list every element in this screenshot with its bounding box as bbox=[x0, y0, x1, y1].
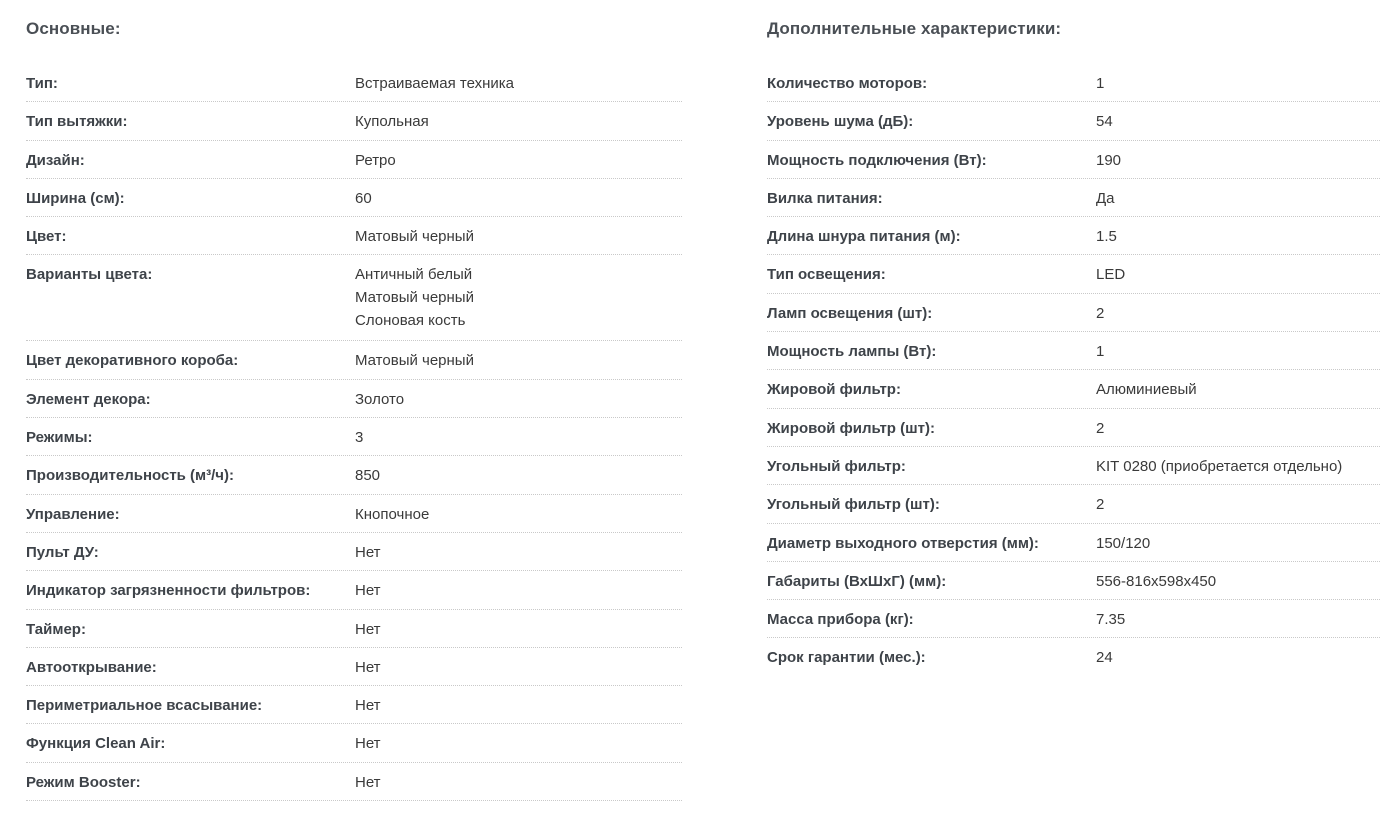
spec-row-plug bbox=[767, 179, 1380, 217]
spec-value: 1 bbox=[1096, 343, 1105, 361]
spec-row-grease-filter-count bbox=[767, 409, 1380, 447]
spec-row-lamps bbox=[767, 294, 1380, 332]
spec-row-modes bbox=[26, 418, 682, 456]
spec-value: Купольная bbox=[355, 113, 429, 131]
spec-label: Количество моторов: bbox=[767, 75, 928, 92]
spec-row-weight bbox=[767, 600, 1380, 638]
spec-row-remote bbox=[26, 533, 682, 571]
spec-value: Ретро bbox=[355, 151, 396, 169]
spec-label: Диаметр выходного отверстия (мм): bbox=[767, 534, 1039, 552]
spec-value: Нет bbox=[355, 620, 381, 638]
spec-label: Пульт ДУ: bbox=[26, 543, 99, 561]
spec-label: Тип освещения: bbox=[767, 266, 886, 284]
spec-row-box-color bbox=[26, 341, 682, 379]
spec-label: Автооткрывание: bbox=[26, 658, 157, 676]
spec-label: Срок гарантии (мес.): bbox=[767, 649, 926, 667]
spec-value: 850 bbox=[355, 467, 381, 485]
spec-label: Длина шнура питания (м): bbox=[767, 228, 961, 246]
spec-label: Тип: bbox=[26, 75, 58, 92]
spec-label: Дизайн: bbox=[26, 151, 85, 169]
spec-row-grease-filter bbox=[767, 370, 1380, 408]
spec-row-power bbox=[767, 141, 1380, 179]
spec-row-noise bbox=[767, 102, 1380, 140]
spec-row-width bbox=[26, 179, 682, 217]
spec-label: Индикатор загрязненности фильтров: bbox=[26, 582, 311, 600]
spec-value: Нет bbox=[355, 735, 381, 753]
spec-value: 24 bbox=[1096, 649, 1113, 667]
main-specs-section bbox=[26, 0, 682, 801]
spec-label: Угольный фильтр: bbox=[767, 457, 906, 475]
spec-value: 3 bbox=[355, 429, 364, 447]
color-variant: Матовый черный bbox=[355, 288, 474, 306]
spec-value: 1.5 bbox=[1096, 228, 1117, 246]
spec-label: Цвет: bbox=[26, 228, 67, 246]
spec-label: Уровень шума (дБ): bbox=[767, 113, 914, 131]
spec-value: Нет bbox=[355, 697, 381, 715]
spec-row-lighting-type bbox=[767, 255, 1380, 293]
spec-row-carbon-filter-count bbox=[767, 485, 1380, 523]
spec-value: 60 bbox=[355, 189, 372, 207]
spec-row-lamp-power bbox=[767, 332, 1380, 370]
spec-label: Жировой фильтр (шт): bbox=[767, 419, 935, 437]
spec-label: Режимы: bbox=[26, 429, 93, 447]
spec-label: Цвет декоративного короба: bbox=[26, 352, 239, 370]
spec-value: 2 bbox=[1096, 304, 1105, 322]
spec-label: Производительность (м³/ч): bbox=[26, 467, 235, 485]
spec-row-color-variants bbox=[26, 255, 682, 341]
extra-specs-section bbox=[767, 0, 1380, 677]
spec-label: Мощность подключения (Вт): bbox=[767, 151, 987, 169]
spec-row-booster bbox=[26, 763, 682, 801]
spec-value: Встраиваемая техника bbox=[355, 75, 514, 92]
spec-value: 556-816x598x450 bbox=[1096, 572, 1217, 590]
spec-value: LED bbox=[1096, 266, 1126, 284]
spec-row-design bbox=[26, 141, 682, 179]
extra-specs-title: Дополнительные характеристики: bbox=[767, 19, 1062, 38]
spec-label: Тип вытяжки: bbox=[26, 113, 128, 131]
spec-value-list bbox=[355, 265, 474, 334]
spec-row-filter-indicator bbox=[26, 571, 682, 609]
spec-value: 7.35 bbox=[1096, 611, 1126, 629]
spec-row-perimeter-suction bbox=[26, 686, 682, 724]
spec-row-control bbox=[26, 495, 682, 533]
spec-value: Нет bbox=[355, 658, 381, 676]
spec-label: Масса прибора (кг): bbox=[767, 611, 914, 629]
spec-label: Мощность лампы (Вт): bbox=[767, 343, 937, 361]
spec-value: 150/120 bbox=[1096, 534, 1151, 552]
spec-row-auto-open bbox=[26, 648, 682, 686]
spec-label: Таймер: bbox=[26, 620, 86, 638]
spec-label: Варианты цвета: bbox=[26, 266, 153, 284]
spec-row-hood-type bbox=[26, 102, 682, 140]
spec-value: Матовый черный bbox=[355, 352, 474, 370]
spec-row-color bbox=[26, 217, 682, 255]
spec-label: Режим Booster: bbox=[26, 773, 141, 791]
spec-label: Ширина (см): bbox=[26, 189, 125, 207]
main-specs-title: Основные: bbox=[26, 19, 121, 38]
spec-label: Управление: bbox=[26, 505, 120, 523]
spec-row-type bbox=[26, 64, 682, 102]
spec-value: 2 bbox=[1096, 419, 1105, 437]
spec-value: Нет bbox=[355, 543, 381, 561]
spec-label: Жировой фильтр: bbox=[767, 381, 901, 399]
spec-label: Габариты (ВхШхГ) (мм): bbox=[767, 572, 947, 590]
spec-value: 2 bbox=[1096, 496, 1105, 514]
spec-label: Элемент декора: bbox=[26, 390, 151, 408]
spec-value: Нет bbox=[355, 582, 381, 600]
spec-row-clean-air bbox=[26, 724, 682, 762]
spec-row-cord-length bbox=[767, 217, 1380, 255]
spec-row-warranty bbox=[767, 638, 1380, 676]
spec-value: 1 bbox=[1096, 75, 1105, 92]
spec-value: 190 bbox=[1096, 151, 1122, 169]
spec-row-carbon-filter bbox=[767, 447, 1380, 485]
spec-value: Золото bbox=[355, 390, 405, 408]
spec-label: Вилка питания: bbox=[767, 189, 883, 207]
spec-row-timer bbox=[26, 610, 682, 648]
extra-specs-list bbox=[767, 64, 1380, 677]
main-specs-list bbox=[26, 64, 682, 801]
spec-value: Нет bbox=[355, 773, 381, 791]
spec-value: Алюминиевый bbox=[1096, 381, 1197, 399]
spec-row-decor bbox=[26, 380, 682, 418]
spec-row-performance bbox=[26, 456, 682, 494]
spec-value: Кнопочное bbox=[355, 505, 430, 523]
color-variant: Античный белый bbox=[355, 265, 473, 283]
spec-value: 54 bbox=[1096, 113, 1113, 131]
spec-value: KIT 0280 (приобретается отдельно) bbox=[1096, 457, 1343, 475]
spec-value: Да bbox=[1096, 189, 1115, 207]
spec-label: Угольный фильтр (шт): bbox=[767, 496, 940, 514]
spec-label: Функция Clean Air: bbox=[26, 735, 166, 753]
spec-row-motors bbox=[767, 64, 1380, 102]
spec-label: Ламп освещения (шт): bbox=[767, 304, 933, 322]
spec-row-dimensions bbox=[767, 562, 1380, 600]
spec-value: Матовый черный bbox=[355, 228, 474, 246]
spec-label: Периметриальное всасывание: bbox=[26, 697, 263, 715]
color-variant: Слоновая кость bbox=[355, 311, 466, 329]
spec-row-outlet-diameter bbox=[767, 524, 1380, 562]
